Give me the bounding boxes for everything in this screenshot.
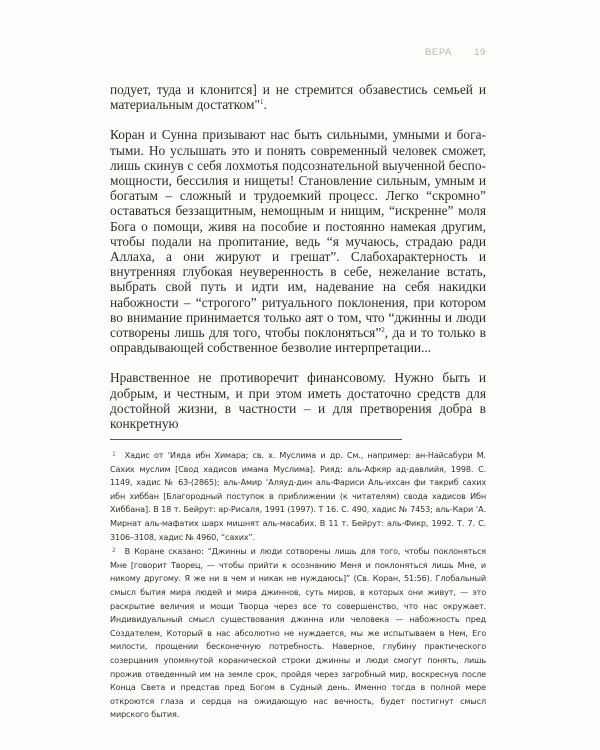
paragraph-text-continued: , да и то только в оправдывающей собственное безволие интерпретации... <box>110 325 486 356</box>
footnote <box>110 448 486 544</box>
footnote-separator <box>110 439 402 440</box>
paragraph <box>110 82 486 112</box>
paragraph-text: Коран и Сунна призывают нас быть сильными, умными и богатыми. Но услышать это и понять современный человек сможет, лишь скинув с себя лохмотья подсознательной выученной беспомощности, бессилия и нищеты! Становление сильным, умным и богатым – сложный и трудоемкий процесс. Легко “скромно” оставаться беззащитным, немощным и нищим, “искренне” моля Бога о помощи, живя на пособие и постоянно намекая другим, чтобы подали на пропитание, ведь “я мучаюсь, страдаю ради Аллаха, а они жируют и грешат”. Слабохарактерность и внутренняя глубокая неуверенность в себе, нежелание встать, выбрать свой путь и идти им, надевание на себя накидки набожности – “строгого” ритуального поклонения, при котором во внимание принимается только аят о том, что “джинны и люди сотворены лишь для того, чтобы поклоняться” <box>110 127 486 341</box>
page-number: 19 <box>474 47 486 58</box>
footnote-number: 2 <box>112 547 116 555</box>
paragraph <box>110 127 486 355</box>
paragraph-text: подует, туда и клонится] и не стремится обзавестись семьей и материальным достатком" <box>110 82 486 113</box>
footnote-ref[interactable]: 1 <box>259 98 264 107</box>
main-text <box>110 82 486 445</box>
running-header <box>425 47 486 58</box>
footnotes <box>110 448 486 722</box>
paragraph <box>110 370 486 431</box>
paragraph-text-continued: . <box>263 97 267 113</box>
footnote <box>110 544 486 722</box>
footnote-text: В Коране сказано: “Джинны и люди сотворены лишь для того, чтобы поклоняться Мне [говорит Творец, — чтобы прийти к осознанию Меня и поклоняться лишь Мне, и никому другому. Я же ни в чем и никак не нуждаюсь]” (Св. Коран, 51:56). Глобальный смысл бытия мира людей и мира джиннов, суть миров, в которых они живут, — это раскрытие величия и мощи Творца через все то совершенство, что нас окружает. Индивидуальный смысл существования джинна или человека — набожность пред Создателем, Который в нас абсолютно не нуждается, мы же испытываем в Нем, Его милости, прощении бесконечную потребность. Наверное, глубину практического созерцания упомянутой коранической строки джинны и люди смогут понять, лишь прожив отведенный им на земле срок, пройдя через загробный мир, воскреснув после Конца Света и представ пред Богом в Судный день. Именно тогда в полной мере откроются глаза и сердца на ожидающую нас вечность, будет постигнут смысл мирского бытия. <box>110 546 486 720</box>
footnote-text: Хадис от ‘Ияда ибн Химара; св. х. Муслима и др. См., например: ан-Найсабури М. Сахих муслим [Свод хадисов имама Муслима]. Рияд: аль-Афкяр ад-давлийя, 1998. С. 1149, хадис № 63-(2865); аль-Амир ‘Аляуд-дин аль-Фариси Аль-ихсан фи такриб сахих ибн хиббан [Благородный поступок в приближении (к читателям) свода хадисов Ибн Хиббана]. В 18 т. Бейрут: ар-Рисаля, 1991 (1997). Т 16. С. 490, хадис № 7453; аль-Кари ‘А. Мирнат аль-мафатих шарх мишнят аль-масабих. В 11 т. Бейрут: аль-Фикр, 1992. Т. 7. С. 3106–3108, хадис № 4960, “сахих”. <box>110 450 486 542</box>
paragraph-text: Нравственное не противоречит финансовому. Нужно быть и добрым, и честным, и при этом иметь достаточно средств для достойной жизни, в частности – и для претворения добра в конкретную <box>110 370 486 432</box>
footnote-ref[interactable]: 2 <box>381 326 385 335</box>
section-title: ВЕРА <box>425 47 453 58</box>
footnote-number: 1 <box>112 451 116 458</box>
